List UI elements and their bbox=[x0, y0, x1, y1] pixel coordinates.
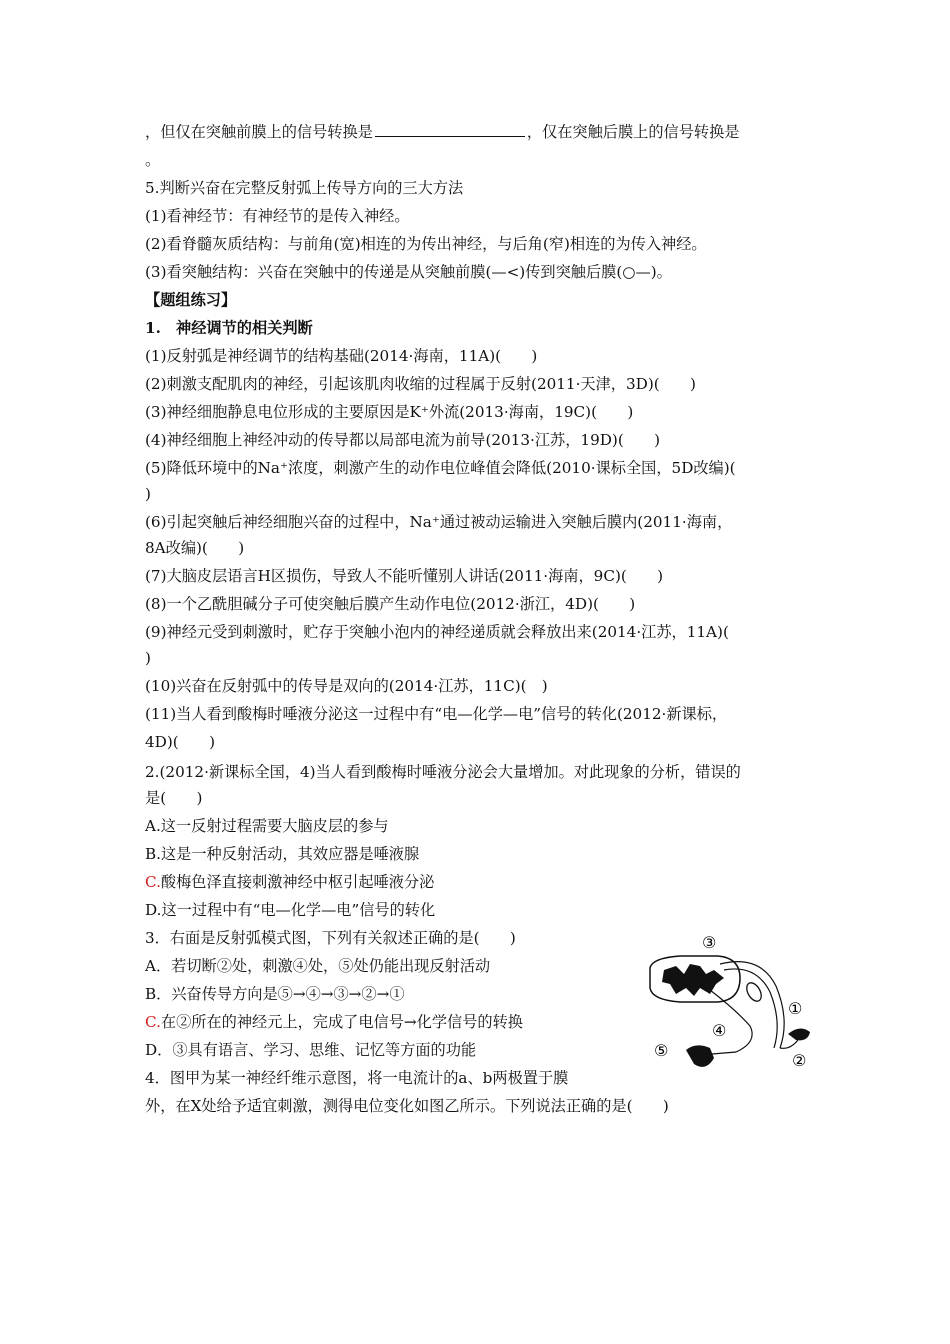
nerve-fibers bbox=[710, 962, 798, 1054]
q3-option-c-letter: C. bbox=[145, 1013, 161, 1031]
ganglion bbox=[744, 980, 764, 1003]
q3-stem: 3．右面是反射弧模式图，下列有关叙述正确的是( ) bbox=[145, 929, 516, 947]
q2-option-c-text: 酸梅色泽直接刺激神经中枢引起唾液分泌 bbox=[160, 873, 435, 891]
figure-label-2: ② bbox=[792, 1051, 807, 1070]
q1-item: (7)大脑皮层语言H区损伤，导致人不能听懂别人讲话(2011·海南，9C)( ) bbox=[145, 567, 664, 585]
q1-item: (6)引起突触后神经细胞兴奋的过程中，Na⁺通过被动运输进入突触后膜内(2011·海南， bbox=[145, 513, 733, 531]
method-3: (3)看突触结构：兴奋在突触中的传递是从突触前膜(—<)传到突触后膜(○—)。 bbox=[145, 263, 672, 281]
q1-item: (2)刺激支配肌肉的神经，引起该肌肉收缩的过程属于反射(2011·天津，3D)( ) bbox=[145, 375, 696, 393]
q3-option-d: D．③具有语言、学习、思维、记忆等方面的功能 bbox=[145, 1041, 477, 1059]
q1-item: ) bbox=[145, 649, 151, 667]
q2-option-c bbox=[145, 872, 434, 892]
answer-blank[interactable] bbox=[375, 122, 525, 137]
q1-item: 4D)( ) bbox=[145, 733, 215, 751]
figure-label-5: ⑤ bbox=[654, 1041, 669, 1060]
q1-item: (11)当人看到酸梅时唾液分泌这一过程中有“电—化学—电”信号的转化(2012·新课标， bbox=[145, 705, 728, 723]
figure-label-4: ④ bbox=[712, 1021, 727, 1040]
reflex-arc-figure bbox=[640, 930, 820, 1080]
q3-option-c bbox=[145, 1012, 523, 1032]
q2-option-a: A.这一反射过程需要大脑皮层的参与 bbox=[145, 817, 389, 835]
q1-item: (1)反射弧是神经调节的结构基础(2014·海南，11A)( ) bbox=[145, 347, 538, 365]
q1-item: (8)一个乙酰胆碱分子可使突触后膜产生动作电位(2012·浙江，4D)( ) bbox=[145, 595, 636, 613]
q3-option-b: B．兴奋传导方向是⑤→④→③→②→① bbox=[145, 985, 405, 1003]
effector-shape bbox=[686, 1045, 714, 1066]
q2-stem-1: 2.(2012·新课标全国，4)当人看到酸梅时唾液分泌会大量增加。对此现象的分析，错误的 bbox=[145, 763, 741, 781]
q3-option-a: A．若切断②处，刺激④处，⑤处仍能出现反射活动 bbox=[145, 957, 491, 975]
q4-stem-1: 4．图甲为某一神经纤维示意图，将一电流计的a、b两极置于膜 bbox=[145, 1069, 569, 1087]
q1-item: 8A改编)( ) bbox=[145, 539, 245, 557]
intro-text-b: ，仅在突触后膜上的信号转换是 bbox=[526, 123, 740, 141]
q1-item: (4)神经细胞上神经冲动的传导都以局部电流为前导(2013·江苏，19D)( ) bbox=[145, 431, 661, 449]
figure-label-1: ① bbox=[788, 999, 803, 1018]
q3-option-c-text: 在②所在的神经元上，完成了电信号→化学信号的转换 bbox=[160, 1013, 523, 1031]
practice-heading: 【题组练习】 bbox=[145, 291, 237, 309]
intro-line-2: 。 bbox=[145, 151, 161, 169]
q1-item: (10)兴奋在反射弧中的传导是双向的(2014·江苏，11C)( ) bbox=[145, 677, 548, 695]
q2-option-b: B.这是一种反射活动，其效应器是唾液腺 bbox=[145, 845, 420, 863]
figure-label-3: ③ bbox=[702, 933, 717, 952]
q1-item: (5)降低环境中的Na⁺浓度，刺激产生的动作电位峰值会降低(2010·课标全国，5D改编)( bbox=[145, 459, 736, 477]
q4-stem-2: 外，在X处给予适宜刺激，测得电位变化如图乙所示。下列说法正确的是( ) bbox=[145, 1097, 669, 1115]
intro-line-1 bbox=[145, 122, 739, 142]
method-2: (2)看脊髓灰质结构：与前角(宽)相连的为传出神经，与后角(窄)相连的为传入神经。 bbox=[145, 235, 707, 253]
method-1: (1)看神经节：有神经节的是传入神经。 bbox=[145, 207, 410, 225]
q1-title: 1. 神经调节的相关判断 bbox=[145, 319, 313, 337]
receptor-shape bbox=[788, 1028, 810, 1040]
q2-stem-2: 是( ) bbox=[145, 789, 203, 807]
q1-item: (3)神经细胞静息电位形成的主要原因是K⁺外流(2013·海南，19C)( ) bbox=[145, 403, 634, 421]
q1-item: ) bbox=[145, 485, 151, 503]
intro-text-a: ，但仅在突触前膜上的信号转换是 bbox=[145, 123, 373, 141]
q2-option-d: D.这一过程中有“电—化学—电”信号的转化 bbox=[145, 901, 436, 919]
section5-title: 5.判断兴奋在完整反射弧上传导方向的三大方法 bbox=[145, 179, 464, 197]
q2-option-c-letter: C. bbox=[145, 873, 161, 891]
q1-item: (9)神经元受到刺激时，贮存于突触小泡内的神经递质就会释放出来(2014·江苏，11A)( bbox=[145, 623, 729, 641]
